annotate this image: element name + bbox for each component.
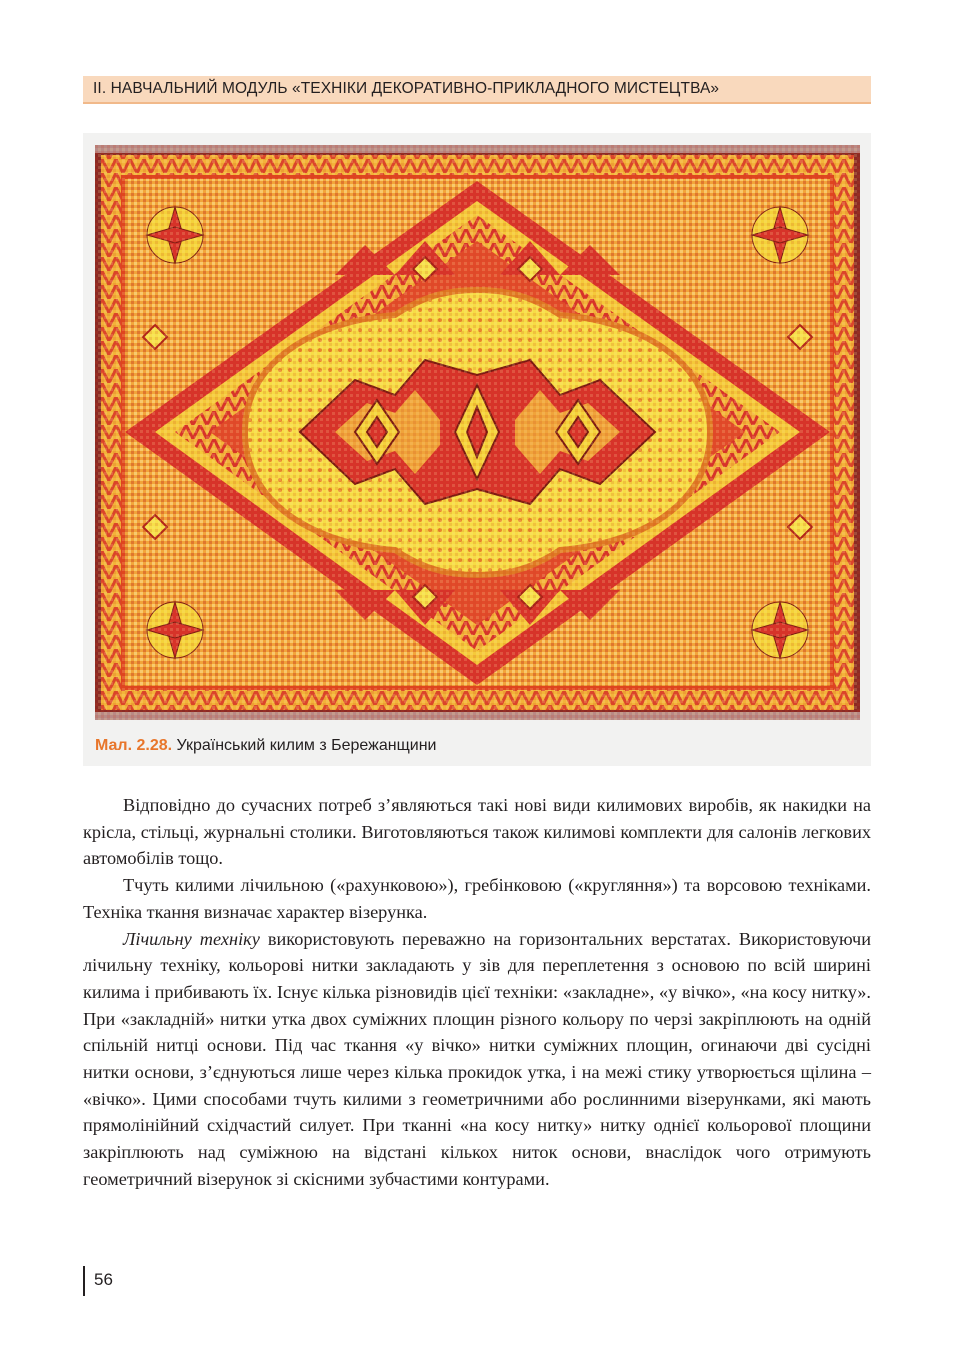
page-number: 56 [94, 1270, 113, 1289]
carpet-image [95, 145, 860, 720]
figure-number: Мал. 2.28. [95, 737, 173, 754]
paragraph-1-text: Відповідно до сучасних потреб з’являються такі нові види килимових виробів, як накидки на крісла, стільці, журнальні столики. Виготовляються також килимові комплекти для салонів легкових автомобілів тощо. [83, 795, 871, 869]
paragraph-3-term: Лічильну техніку [123, 928, 260, 949]
figure-caption-text: Український килим з Бережанщини [176, 737, 437, 754]
page-number-rule [83, 1266, 85, 1296]
paragraph-2-text: Тчуть килими лічильною («рахунковою»), гребінковою («кругляння») та ворсовою техніками. Техніка ткання визначає характер візерунка. [83, 875, 871, 922]
paragraph-3-text: використовують переважно на горизонтальних верстатах. Використовуючи лічильну техніку, кольорові нитки закладають у зів для переплетення з основою по всій ширині килима і прибивають їх. Існує кілька різновидів цієї техніки: «закладне», «у вічко», «на косу нитку». При «закладній» нитки утка двох суміжних площин різного кольору по черзі закріплюють на одній спільній нитці основи. Під час ткання «у вічко» нитки суміжних площин, огинаючи дві сусідні нитки основи, з’єднуються лише через кілька прокидок утка, і на межі стику утворюється щілина – «вічко». Цими способами тчуть килими з геометричними або рослинними візерунками, які мають прямолінійний східчастий силует. При тканні «на косу нитку» нитку однієї кольорової площини закріплюють над суміжною на відстані кількох ниток основи, внаслідок чого отримують геометричний візерунок зі скісними зубчастими контурами. [83, 928, 871, 1189]
figure-caption [95, 737, 436, 755]
chapter-header-title: ІІ. НАВЧАЛЬНИЙ МОДУЛЬ «ТЕХНІКИ ДЕКОРАТИВНО-ПРИКЛАДНОГО МИСТЕЦТВА» [93, 80, 720, 97]
paragraph-1 [83, 792, 871, 872]
figure-panel [83, 133, 871, 766]
paragraph-2 [83, 872, 871, 925]
chapter-header-band [83, 76, 871, 104]
body-text [83, 792, 871, 1193]
paragraph-3 [83, 926, 871, 1193]
